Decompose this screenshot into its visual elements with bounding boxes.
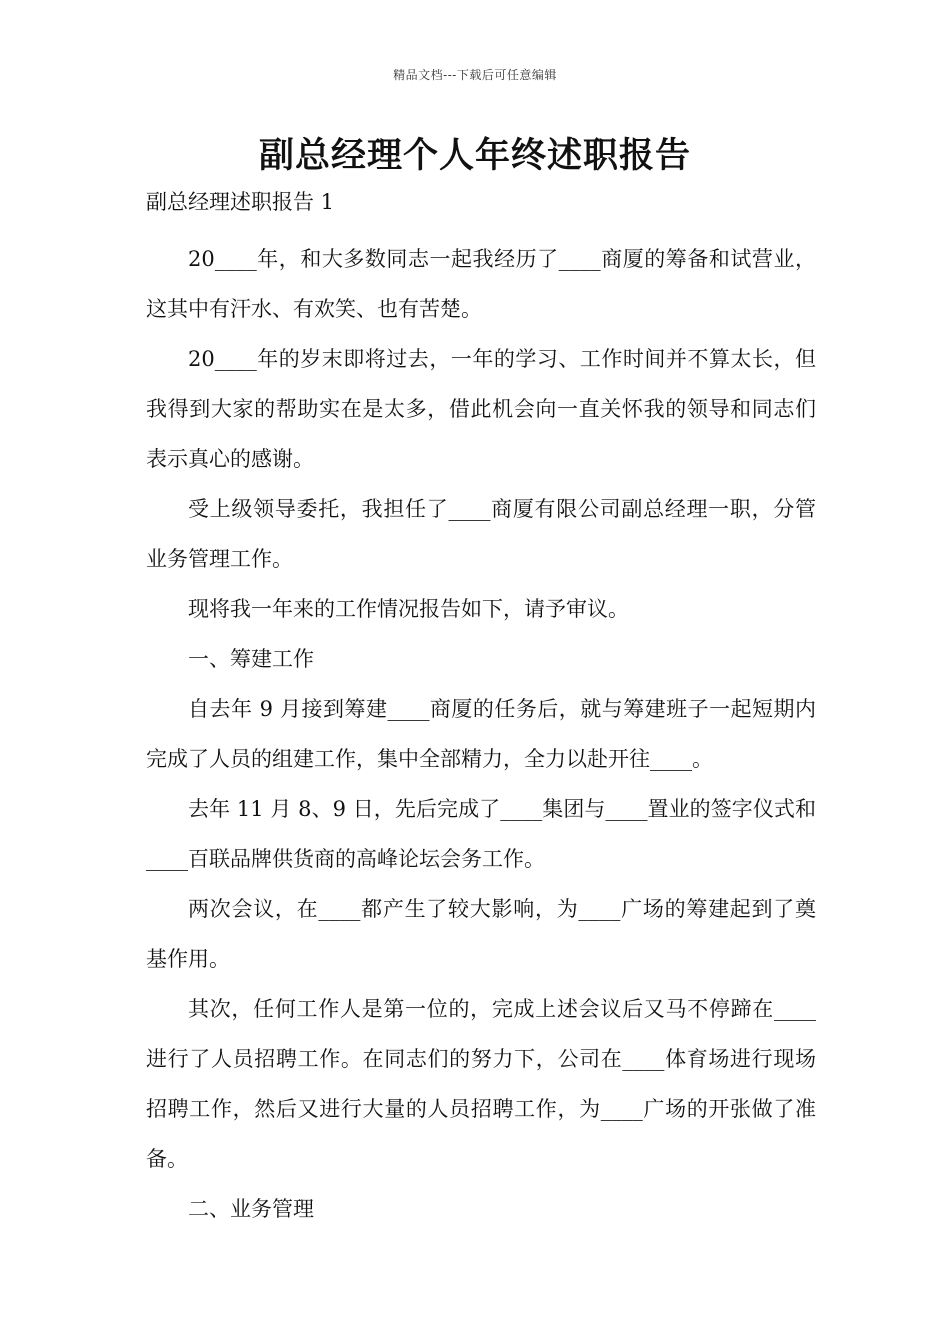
- paragraph: 两次会议，在____都产生了较大影响，为____广场的筹建起到了奠基作用。: [146, 897, 816, 971]
- section-heading: 一、筹建工作: [188, 647, 314, 671]
- document-subtitle: 副总经理述职报告 1: [146, 190, 335, 214]
- paragraph: 20____年，和大多数同志一起我经历了____商厦的筹备和试营业，这其中有汗水、有欢笑、也有苦楚。: [146, 247, 816, 321]
- document-body: [146, 184, 816, 1234]
- header-note: 精品文档---下载后可任意编辑: [393, 68, 557, 82]
- paragraph: 去年 11 月 8、9 日，先后完成了____集团与____置业的签字仪式和____百联品牌供货商的高峰论坛会务工作。: [146, 797, 816, 871]
- paragraph: 其次，任何工作人是第一位的，完成上述会议后又马不停蹄在____进行了人员招聘工作。在同志们的努力下，公司在____体育场进行现场招聘工作，然后又进行大量的人员招聘工作，为____广场的开张做了准备。: [146, 997, 816, 1171]
- paragraph: 20____年的岁末即将过去，一年的学习、工作时间并不算太长，但我得到大家的帮助实在是太多，借此机会向一直关怀我的领导和同志们表示真心的感谢。: [146, 347, 816, 471]
- paragraph: 自去年 9 月接到筹建____商厦的任务后，就与筹建班子一起短期内完成了人员的组建工作，集中全部精力，全力以赴开往____。: [146, 697, 816, 771]
- section-heading: 二、业务管理: [188, 1197, 314, 1221]
- paragraph: 现将我一年来的工作情况报告如下，请予审议。: [188, 597, 629, 621]
- paragraph: 受上级领导委托，我担任了____商厦有限公司副总经理一职，分管业务管理工作。: [146, 497, 816, 571]
- document-title: 副总经理个人年终述职报告: [258, 135, 691, 176]
